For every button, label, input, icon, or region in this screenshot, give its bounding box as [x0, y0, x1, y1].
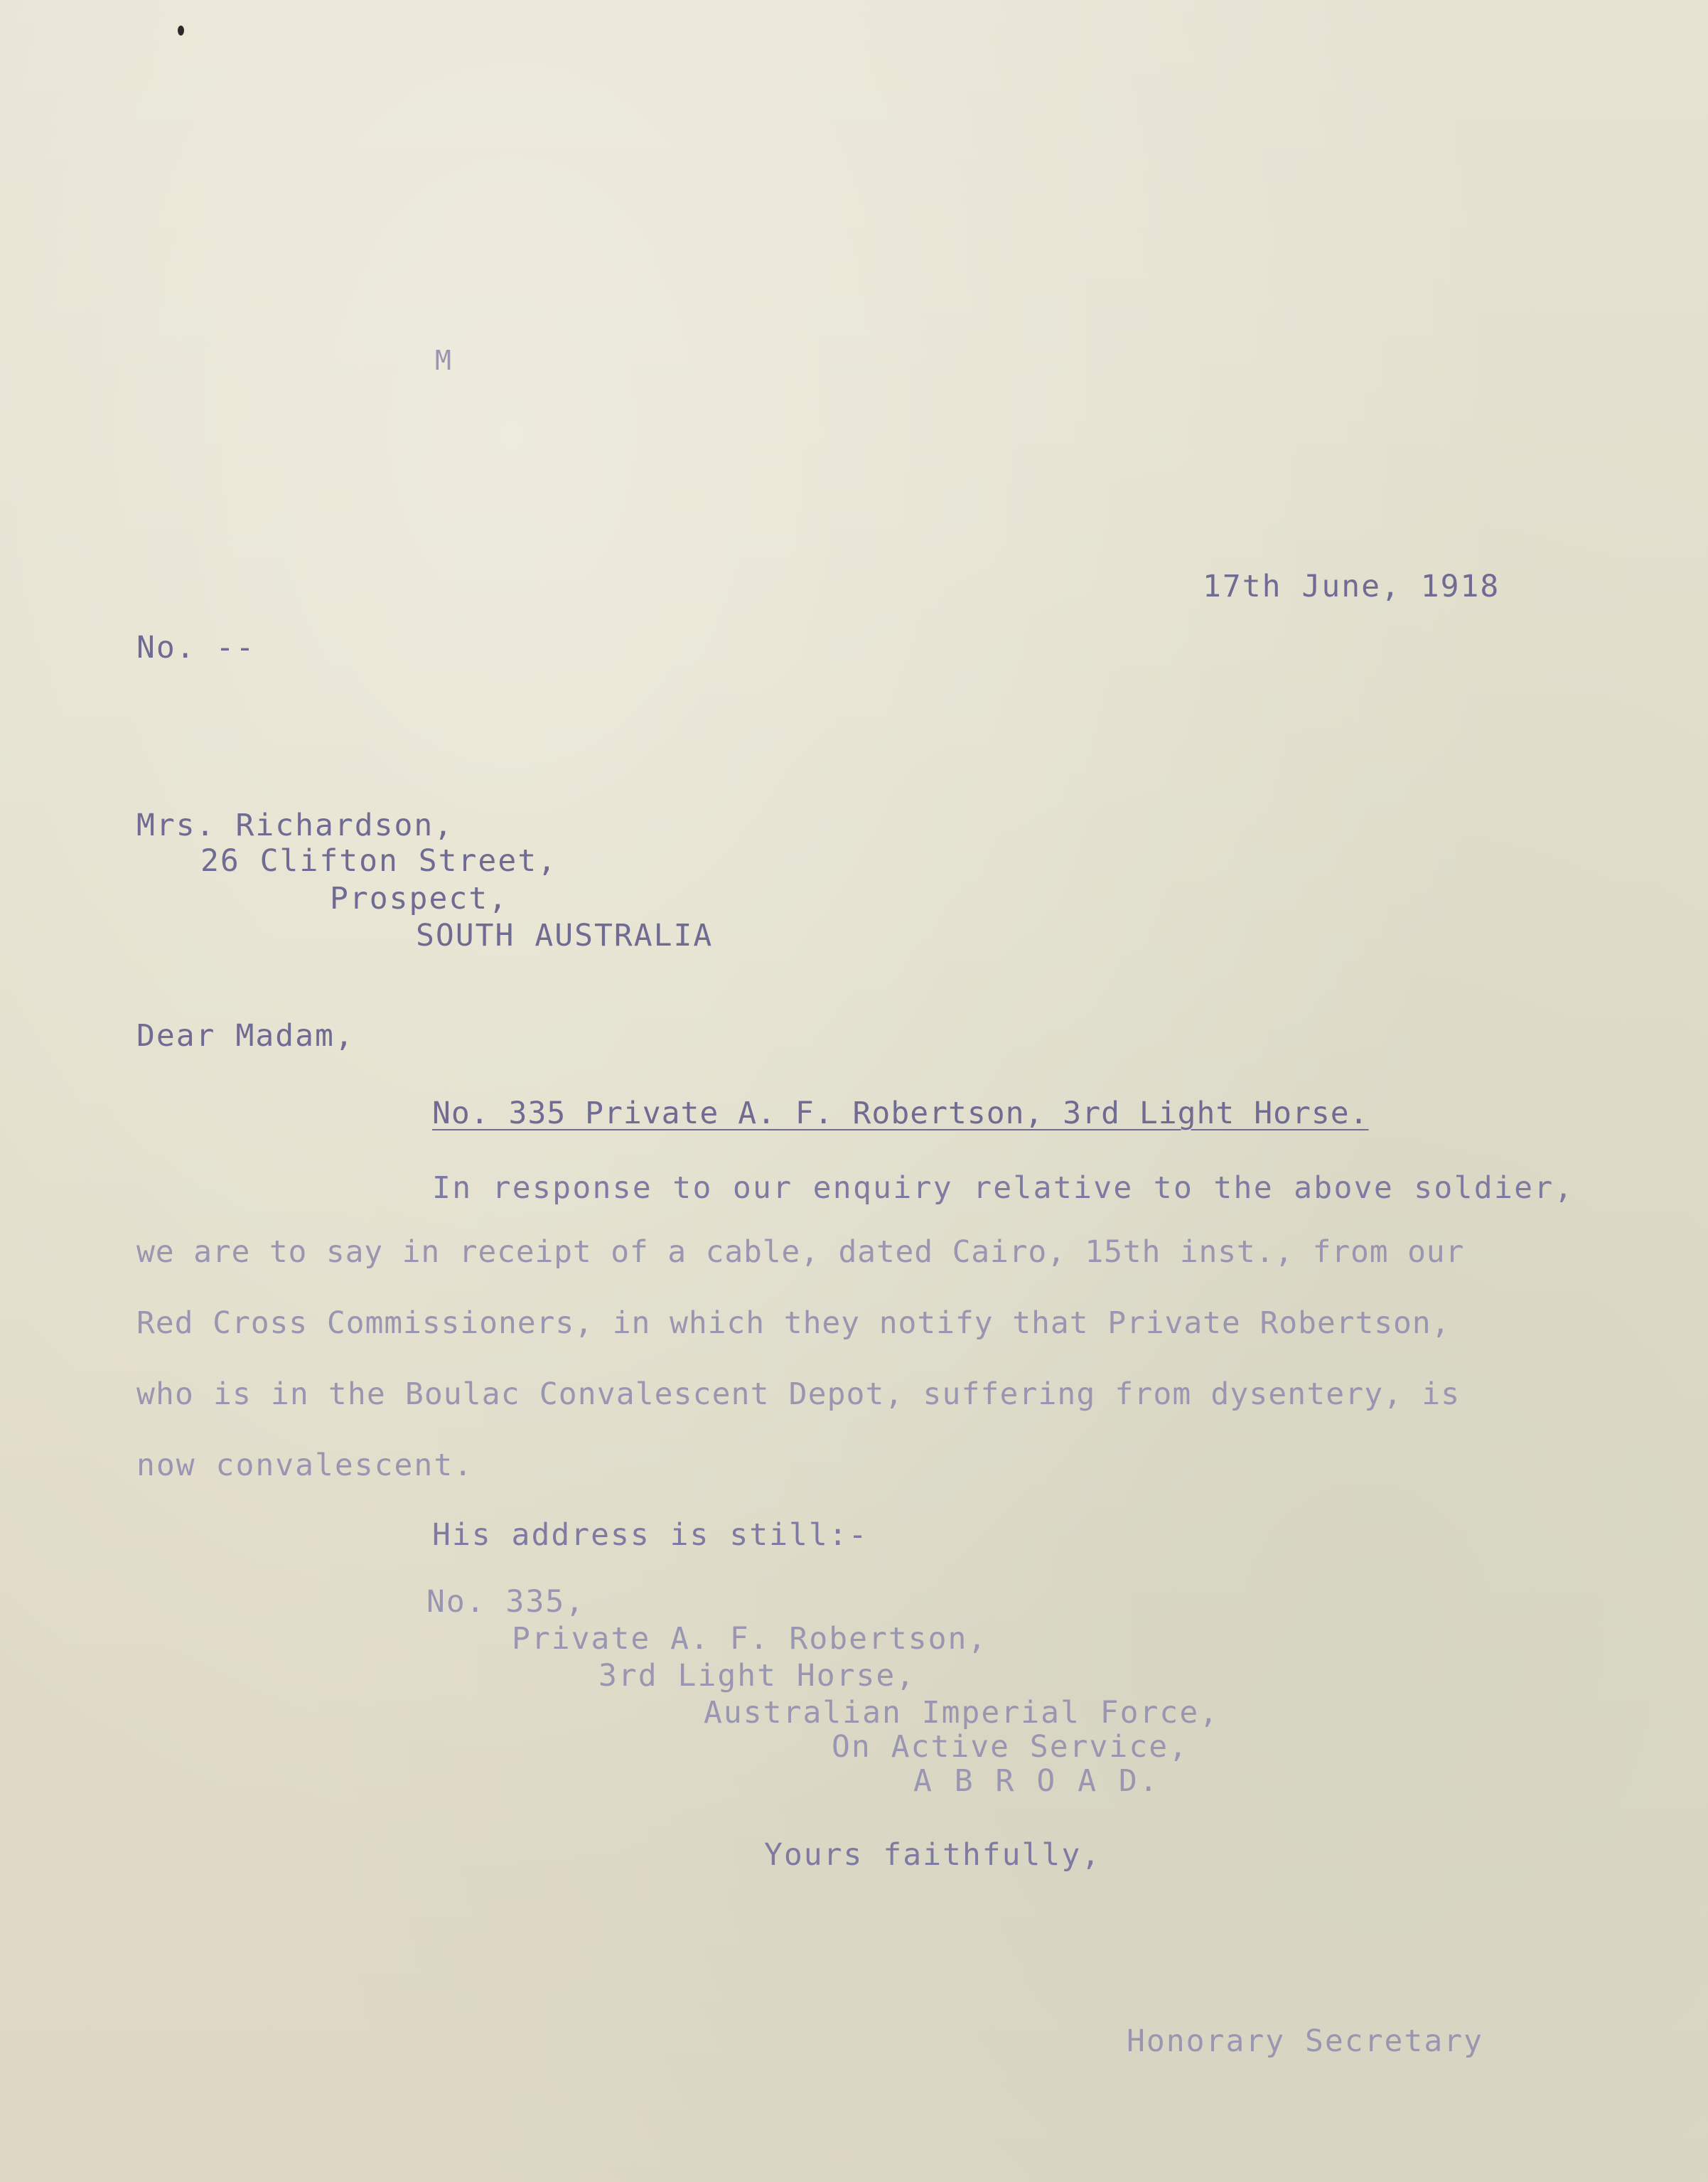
initial-mark: M — [435, 345, 453, 376]
salutation: Dear Madam, — [136, 1018, 355, 1054]
address-number: No. 335, — [426, 1584, 586, 1620]
body-line-1: In response to our enquiry relative to the above soldier, — [432, 1170, 1574, 1206]
body-line-5: now convalescent. — [136, 1448, 474, 1483]
signature-title: Honorary Secretary — [1127, 2023, 1483, 2059]
address-name: Private A. F. Robertson, — [512, 1621, 988, 1657]
letter-date: 17th June, 1918 — [1203, 569, 1500, 604]
body-line-3: Red Cross Commissioners, in which they notify that Private Robertson, — [136, 1305, 1451, 1341]
address-force: Australian Imperial Force, — [704, 1695, 1220, 1731]
body-line-2: we are to say in receipt of a cable, dated Cairo, 15th inst., from our — [136, 1234, 1465, 1270]
address-abroad: A B R O A D. — [913, 1763, 1160, 1799]
subject-heading: No. 335 Private A. F. Robertson, 3rd Light Horse. — [432, 1096, 1369, 1131]
recipient-suburb: Prospect, — [330, 881, 508, 916]
recipient-state: SOUTH AUSTRALIA — [416, 918, 714, 953]
body-line-4: who is in the Boulac Convalescent Depot, suffering from dysentery, is — [136, 1376, 1461, 1412]
address-service: On Active Service, — [832, 1729, 1188, 1765]
reference-number: No. -- — [136, 630, 256, 665]
ink-speck — [178, 26, 184, 36]
address-intro: His address is still:- — [432, 1517, 869, 1553]
address-unit: 3rd Light Horse, — [598, 1658, 916, 1694]
recipient-street: 26 Clifton Street, — [200, 843, 557, 879]
closing: Yours faithfully, — [764, 1837, 1102, 1873]
recipient-name: Mrs. Richardson, — [136, 808, 454, 843]
